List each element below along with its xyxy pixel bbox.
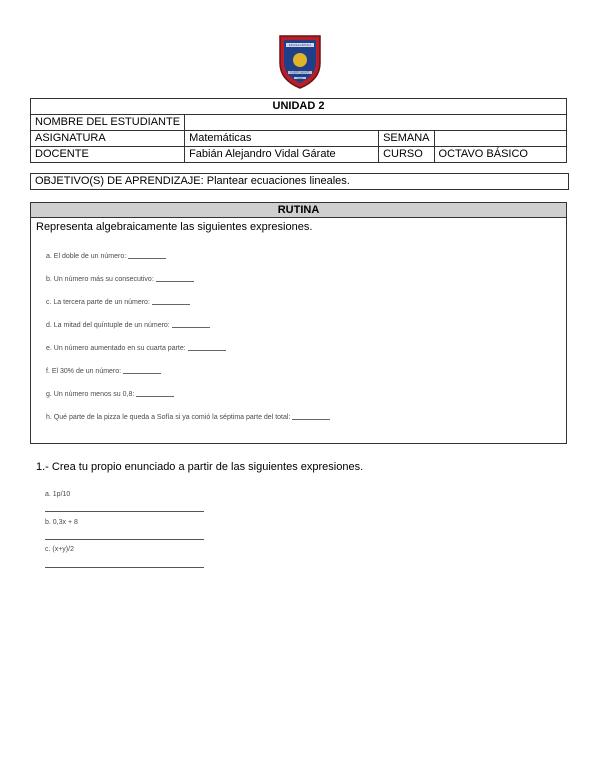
- list-item: [46, 391, 174, 398]
- answer-blank[interactable]: [156, 281, 194, 282]
- answer-line[interactable]: [45, 511, 204, 512]
- list-item: [46, 276, 194, 283]
- list-item: [46, 299, 190, 306]
- list-item: [46, 414, 330, 421]
- item-text: g. Un número menos su 0,8:: [46, 391, 135, 398]
- semana-label: SEMANA: [379, 131, 434, 147]
- crest-line-2: PUERTO MONTT: [290, 71, 310, 75]
- answer-blank[interactable]: [188, 350, 226, 351]
- rutina-section: [30, 202, 567, 444]
- answer-blank[interactable]: [123, 373, 161, 374]
- list-item: [46, 253, 166, 260]
- item-text: a. El doble de un número:: [46, 253, 127, 260]
- list-item: a. 1p/10: [45, 491, 71, 498]
- answer-blank[interactable]: [152, 304, 190, 305]
- item-text: f. El 30% de un número:: [46, 368, 122, 375]
- answer-line[interactable]: [45, 567, 204, 568]
- curso-label: CURSO: [379, 147, 434, 163]
- rutina-intro: Representa algebraicamente las siguientes expresiones.: [36, 221, 313, 233]
- item-text: e. Un número aumentado en su cuarta parte:: [46, 345, 186, 352]
- docente-label: DOCENTE: [31, 147, 185, 163]
- answer-blank[interactable]: [172, 327, 210, 328]
- school-crest-icon: [276, 33, 324, 89]
- semana-field[interactable]: [434, 131, 566, 147]
- objetivo-box: OBJETIVO(S) DE APRENDIZAJE: Plantear ecuaciones lineales.: [30, 173, 569, 190]
- item-text: h. Qué parte de la pizza le queda a Sofía si ya comió la séptima parte del total:: [46, 414, 291, 421]
- crest-line-1: ESCUELA BÁSICA: [288, 44, 312, 48]
- asignatura-value: Matemáticas: [185, 131, 379, 147]
- asignatura-label: ASIGNATURA: [31, 131, 185, 147]
- answer-blank[interactable]: [136, 396, 174, 397]
- list-item: c. (x+y)/2: [45, 546, 74, 553]
- student-info-table: [30, 98, 567, 163]
- docente-value: Fabián Alejandro Vidal Gárate: [185, 147, 379, 163]
- nombre-label: NOMBRE DEL ESTUDIANTE: [31, 115, 185, 131]
- answer-blank[interactable]: [128, 258, 166, 259]
- nombre-field[interactable]: [185, 115, 567, 131]
- crest-line-3: CHILE: [297, 77, 303, 80]
- list-item: [46, 368, 161, 375]
- rutina-title: RUTINA: [31, 203, 566, 218]
- item-text: c. La tercera parte de un número:: [46, 299, 150, 306]
- answer-blank[interactable]: [292, 419, 330, 420]
- unidad-title: UNIDAD 2: [31, 99, 567, 115]
- curso-value: OCTAVO BÁSICO: [434, 147, 566, 163]
- item-text: b. Un número más su consecutivo:: [46, 276, 154, 283]
- list-item: b. 0,3x + 8: [45, 519, 78, 526]
- list-item: [46, 322, 210, 329]
- item-text: d. La mitad del quíntuple de un número:: [46, 322, 170, 329]
- list-item: [46, 345, 226, 352]
- answer-line[interactable]: [45, 539, 204, 540]
- actividad-title: 1.- Crea tu propio enunciado a partir de las siguientes expresiones.: [36, 461, 364, 473]
